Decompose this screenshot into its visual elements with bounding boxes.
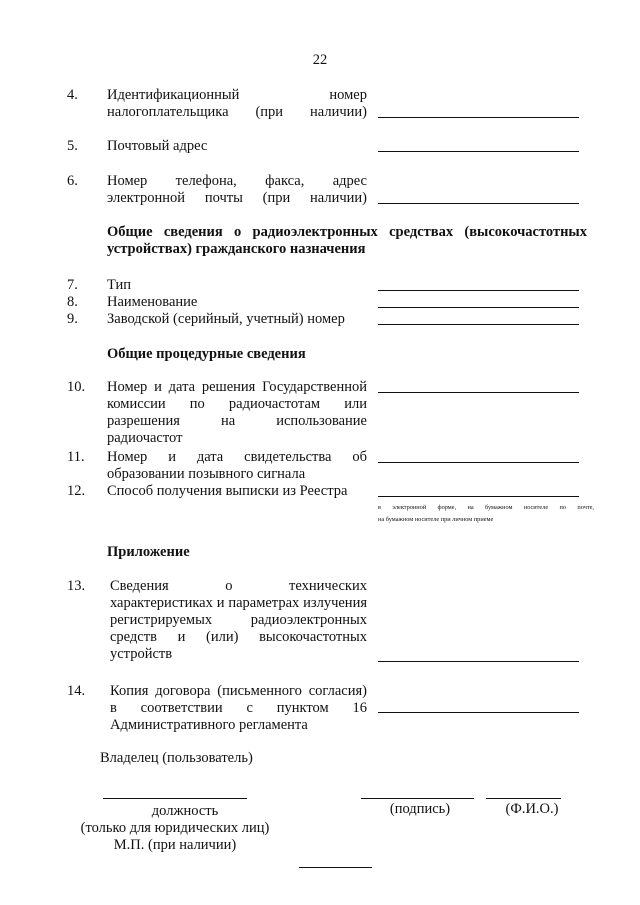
- footer-divider: [299, 867, 372, 868]
- tax-id-field-line[interactable]: [378, 117, 579, 118]
- item-label-tax-id: Идентификационный номер налогоплательщика (при наличии): [107, 87, 367, 120]
- stamp-note: М.П. (при наличии): [113, 837, 237, 853]
- type-field-line[interactable]: [378, 290, 579, 291]
- call-sign-field-line[interactable]: [378, 462, 579, 463]
- item-number-7: 7.: [67, 277, 78, 293]
- contacts-field-line[interactable]: [378, 203, 579, 204]
- item-number-11: 11.: [67, 449, 85, 465]
- name-field-line[interactable]: [378, 307, 579, 308]
- item-label-contacts: Номер телефона, факса, адрес электронной почты (при наличии): [107, 173, 367, 206]
- item-number-9: 9.: [67, 311, 78, 327]
- signature-caption: (подпись): [389, 801, 451, 817]
- item-label-gkrch-decision: Номер и дата решения Государственной комиссии по радиочастотам или разрешения на использование радиочастот: [107, 379, 367, 446]
- extract-method-field-line[interactable]: [378, 496, 579, 497]
- postal-address-field-line[interactable]: [378, 151, 579, 152]
- item-label-extract-method: Способ получения выписки из Реестра: [107, 483, 348, 499]
- position-field-line[interactable]: [103, 798, 247, 799]
- contract-copy-field-line[interactable]: [378, 712, 579, 713]
- item-label-call-sign-certificate: Номер и дата свидетельства об образовании позывного сигнала: [107, 449, 367, 482]
- item-label-technical-info: Сведения о технических характеристиках и параметрах излучения регистрируемых радиоэлектронных средств и (или) высокочастотных устройств: [110, 578, 367, 662]
- serial-number-field-line[interactable]: [378, 324, 579, 325]
- owner-label: Владелец (пользователь): [100, 750, 253, 766]
- section-heading-appendix: Приложение: [107, 544, 190, 560]
- item-number-13: 13.: [67, 578, 86, 594]
- extract-options-line-1: в электронной форме, на бумажном носителе по почте,: [378, 504, 594, 511]
- extract-options-line-2: на бумажном носителе при личном приеме: [378, 516, 494, 523]
- signature-field-line[interactable]: [361, 798, 474, 799]
- item-number-14: 14.: [67, 683, 86, 699]
- position-caption: должность: [151, 803, 219, 819]
- item-number-8: 8.: [67, 294, 78, 310]
- item-number-5: 5.: [67, 138, 78, 154]
- legal-entities-note: (только для юридических лиц): [80, 820, 270, 836]
- full-name-field-line[interactable]: [486, 798, 561, 799]
- item-label-postal-address: Почтовый адрес: [107, 138, 208, 154]
- item-label-type: Тип: [107, 277, 132, 293]
- technical-info-field-line[interactable]: [378, 661, 579, 662]
- item-number-6: 6.: [67, 173, 78, 189]
- item-number-12: 12.: [67, 483, 86, 499]
- full-name-caption: (Ф.И.О.): [505, 801, 559, 817]
- section-heading-procedural: Общие процедурные сведения: [107, 346, 306, 362]
- section-heading-res: Общие сведения о радиоэлектронных средствах (высокочастотных устройствах) гражданского назначения: [107, 224, 587, 257]
- item-number-4: 4.: [67, 87, 78, 103]
- page-number: 22: [312, 52, 328, 68]
- item-number-10: 10.: [67, 379, 86, 395]
- item-label-contract-copy: Копия договора (письменного согласия) в соответствии с пунктом 16 Административного регламента: [110, 683, 367, 733]
- item-label-name: Наименование: [107, 294, 198, 310]
- item-label-serial-number: Заводской (серийный, учетный) номер: [107, 311, 345, 327]
- gkrch-decision-field-line[interactable]: [378, 392, 579, 393]
